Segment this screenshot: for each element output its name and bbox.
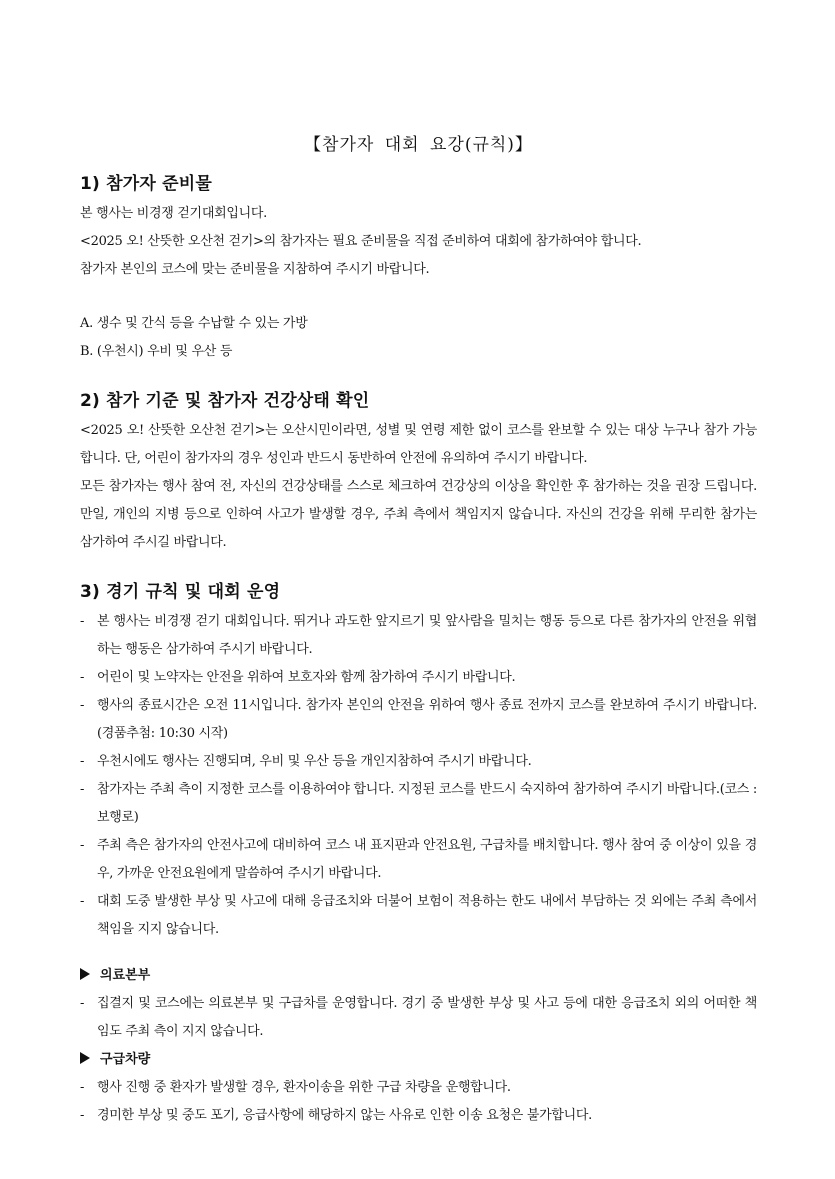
dash-marker: - (80, 996, 85, 1011)
paragraph: 본 행사는 비경쟁 걷기대회입니다. (80, 206, 267, 221)
rule-text: 우천시에도 행사는 진행되며, 우비 및 우산 등을 개인지참하여 주시기 바랍니다. (97, 754, 532, 769)
section-rules-operation (80, 577, 757, 1130)
triangle-right-icon (80, 968, 90, 980)
rule-text: 어린이 및 노약자는 안전을 위하여 보호자와 함께 참가하여 주시기 바랍니다. (97, 670, 516, 685)
rule-text: 대회 도중 발생한 부상 및 사고에 대해 응급조치와 더불어 보험이 적용하는 한도 내에서 부담하는 것 외에는 주최 측에서 책임을 지지 않습니다. (97, 894, 757, 937)
rule-text: 행사 진행 중 환자가 발생할 경우, 환자이송을 위한 구급 차량을 운행합니다. (97, 1080, 511, 1095)
section-heading-preparation: 1) 참가자 준비물 (80, 174, 212, 194)
triangle-right-icon (80, 1052, 90, 1064)
medical-heading-label: 의료본부 (100, 968, 151, 983)
list-item (80, 776, 757, 832)
ambulance-heading-label: 구급차량 (100, 1052, 151, 1067)
spacer (80, 944, 757, 962)
list-item (80, 832, 757, 888)
paragraph: 참가자 본인의 코스에 맞는 준비물을 지참하여 주시기 바랍니다. (80, 262, 430, 277)
dash-marker: - (80, 894, 85, 909)
list-item (80, 692, 757, 748)
list-item (80, 664, 757, 692)
spacer (80, 284, 757, 310)
dash-marker: - (80, 698, 85, 713)
ambulance-heading (80, 1046, 757, 1074)
list-item (80, 748, 757, 776)
paragraph: <2025 오! 산뜻한 오산천 걷기>의 참가자는 필요 준비물을 직접 준비하여 대회에 참가하여야 합니다. (80, 234, 642, 249)
rule-text: 본 행사는 비경쟁 걷기 대회입니다. 뛰거나 과도한 앞지르기 및 앞사람을 밀치는 행동 등으로 다른 참가자의 안전을 위협하는 행동은 삼가하여 주시기 바랍니다. (97, 614, 757, 657)
dash-marker: - (80, 1108, 85, 1123)
list-item: B. (우천시) 우비 및 우산 등 (80, 344, 233, 359)
list-item: A. 생수 및 간식 등을 수납할 수 있는 가방 (80, 316, 308, 331)
dash-marker: - (80, 614, 85, 629)
dash-marker: - (80, 670, 85, 685)
medical-heading (80, 962, 757, 990)
paragraph: <2025 오! 산뜻한 오산천 걷기>는 오산시민이라면, 성별 및 연령 제한 없이 코스를 완보할 수 있는 대상 누구나 참가 가능합니다. 단, 어린이 참가자의 경우 성인과 반드시 동반하여 안전에 유의하여 주시기 바랍니다. (80, 423, 757, 466)
rule-text: 주최 측은 참가자의 안전사고에 대비하여 코스 내 표지판과 안전요원, 구급차를 배치합니다. 행사 참여 중 이상이 있을 경우, 가까운 안전요원에게 말씀하여 주시기 바랍니다. (97, 838, 757, 881)
section-heading-eligibility: 2) 참가 기준 및 참가자 건강상태 확인 (80, 391, 370, 411)
section-eligibility-health (80, 386, 757, 557)
section-preparation (80, 169, 757, 366)
rule-text: 경미한 부상 및 중도 포기, 응급사항에 해당하지 않는 사유로 인한 이송 요청은 불가합니다. (97, 1108, 592, 1123)
dash-marker: - (80, 1080, 85, 1095)
dash-marker: - (80, 782, 85, 797)
paragraph: 모든 참가자는 행사 참여 전, 자신의 건강상태를 스스로 체크하여 건강상의 이상을 확인한 후 참가하는 것을 권장 드립니다. 만일, 개인의 지병 등으로 인하여 사고가 발생할 경우, 주최 측에서 책임지지 않습니다. 자신의 건강을 위해 무리한 참가는 삼가하여 주시길 바랍니다. (80, 479, 757, 550)
list-item (80, 1102, 757, 1130)
rule-text: 참가자는 주최 측이 지정한 코스를 이용하여야 합니다. 지정된 코스를 반드시 숙지하여 참가하여 주시기 바랍니다.(코스 : 보행로) (97, 782, 757, 825)
list-item (80, 888, 757, 944)
medical-list (80, 990, 757, 1046)
rule-text: 집결지 및 코스에는 의료본부 및 구급차를 운영합니다. 경기 중 발생한 부상 및 사고 등에 대한 응급조치 외의 어떠한 책임도 주최 측이 지지 않습니다. (97, 996, 757, 1039)
rule-text: 행사의 종료시간은 오전 11시입니다. 참가자 본인의 안전을 위하여 행사 종료 전까지 코스를 완보하여 주시기 바랍니다.(경품추첨: 10:30 시작) (97, 698, 757, 741)
section-heading-rules: 3) 경기 규칙 및 대회 운영 (80, 582, 281, 602)
preparation-list (80, 310, 757, 366)
list-item (80, 608, 757, 664)
rules-list (80, 608, 757, 944)
list-item (80, 1074, 757, 1102)
ambulance-list (80, 1074, 757, 1130)
dash-marker: - (80, 838, 85, 853)
list-item (80, 990, 757, 1046)
document-title: 【참가자 대회 요강(규칙)】 (304, 135, 533, 155)
dash-marker: - (80, 754, 85, 769)
